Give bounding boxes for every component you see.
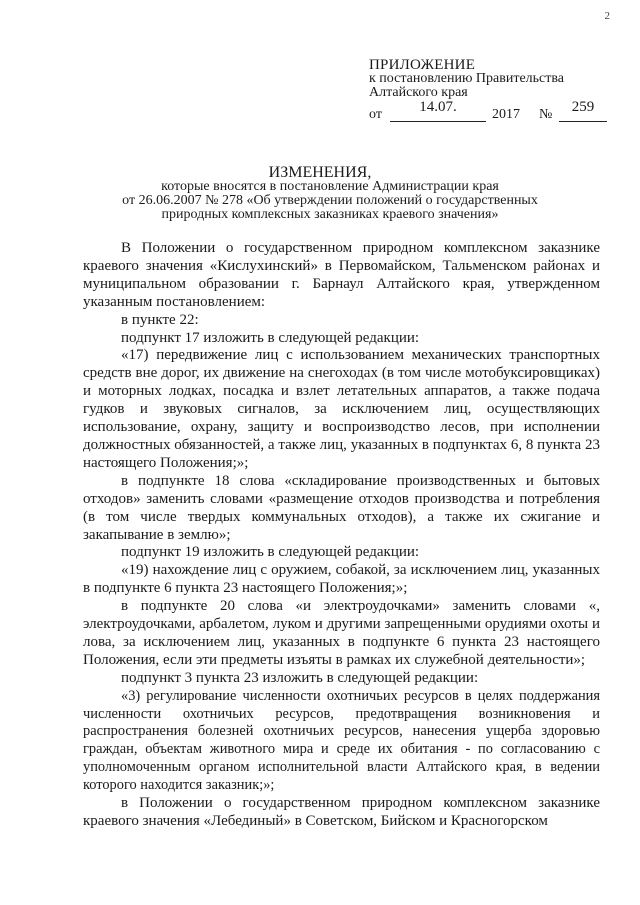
- number-sign: №: [539, 107, 553, 122]
- from-label: от: [369, 107, 382, 122]
- order-number-field: [559, 99, 607, 122]
- paragraph: «19) нахождение лиц с оружием, собакой, за исключением лиц, указанных в подпункте 6 пункта 23 настоящего Положения;»;: [83, 562, 600, 597]
- paragraph: в подпункте 18 слова «складирование производственных и бытовых отходов» заменить словами «размещение отходов производства и потребления (в том числе твердых коммунальных отходов), а также их сжигание и закапывание в землю»;: [83, 472, 600, 543]
- paragraph: «17) передвижение лиц с использованием механических транспортных средств вне дорог, их движение на снегоходах (в том числе мотобуксировщиках) и моторных лодках, посадка и взлет летательных аппаратов, а также подача гудков и звуковых сигналов, за исключением лиц, осуществляющих использование, охрану, защиту и воспроизводство лесов, при исполнении должностных обязанностей, а также лиц, указанных в подпунктах 6, 8 пункта 23 настоящего Положения;»;: [83, 347, 600, 471]
- paragraph: в Положении о государственном природном комплексном заказнике краевого значения «Лебединый» в Советском, Бийском и Красногорском: [83, 795, 600, 829]
- paragraph: «3) регулирование численности охотничьих ресурсов в целях поддержания численности охотничьих ресурсов, предотвращения возникновения и распространения болезней охотничьих ресурсов, нанесения ущерба здоровью граждан, объектам животного мира и среде их обитания - по согласованию с уполномоченным органом исполнительной власти Алтайского края, в ведении которого находится заказник;»;: [83, 687, 600, 794]
- order-year: 2017: [492, 107, 520, 122]
- changes-title: ИЗМЕНЕНИЯ,: [268, 164, 372, 181]
- subtitle-line-1: которые вносятся в постановление Администрации края: [161, 179, 499, 194]
- appendix-line-2: Алтайского края: [369, 85, 468, 100]
- order-reference: [369, 99, 619, 126]
- appendix-line-1: к постановлению Правительства: [369, 71, 565, 86]
- order-number: 259: [571, 99, 595, 115]
- paragraph: в пункте 22:: [121, 311, 199, 328]
- document-body: [83, 240, 600, 831]
- changes-subtitle: [100, 180, 560, 222]
- page-number: 2: [604, 10, 610, 22]
- paragraph: подпункт 17 изложить в следующей редакции:: [121, 329, 420, 346]
- subtitle-line-2: от 26.06.2007 № 278 «Об утверждении положений о государственных: [122, 193, 538, 208]
- order-date: 14.07.: [419, 99, 457, 115]
- paragraph: подпункт 3 пункта 23 изложить в следующей редакции:: [121, 669, 479, 686]
- paragraph: подпункт 19 изложить в следующей редакции:: [121, 544, 420, 561]
- subtitle-line-3: природных комплексных заказниках краевого значения»: [161, 207, 499, 222]
- order-date-field: [390, 99, 486, 122]
- paragraph: в подпункте 20 слова «и электроудочками» заменить словами «, электроудочками, арбалетом, луком и другими запрещенными орудиями охоты и лова, за исключением лиц, указанных в подпункте 6 пункта 23 настоящего Положения, если эти предметы изъяты в рамках их служебной деятельности»;: [83, 598, 600, 668]
- appendix-block: [369, 58, 619, 126]
- appendix-title: ПРИЛОЖЕНИЕ: [369, 57, 476, 73]
- paragraph: В Положении о государственном природном комплексном заказнике краевого значения «Кислухинский» в Первомайском, Тальменском районах и муниципальном образовании г. Барнаул Алтайского края, утвержденном указанным постановлением:: [83, 240, 600, 310]
